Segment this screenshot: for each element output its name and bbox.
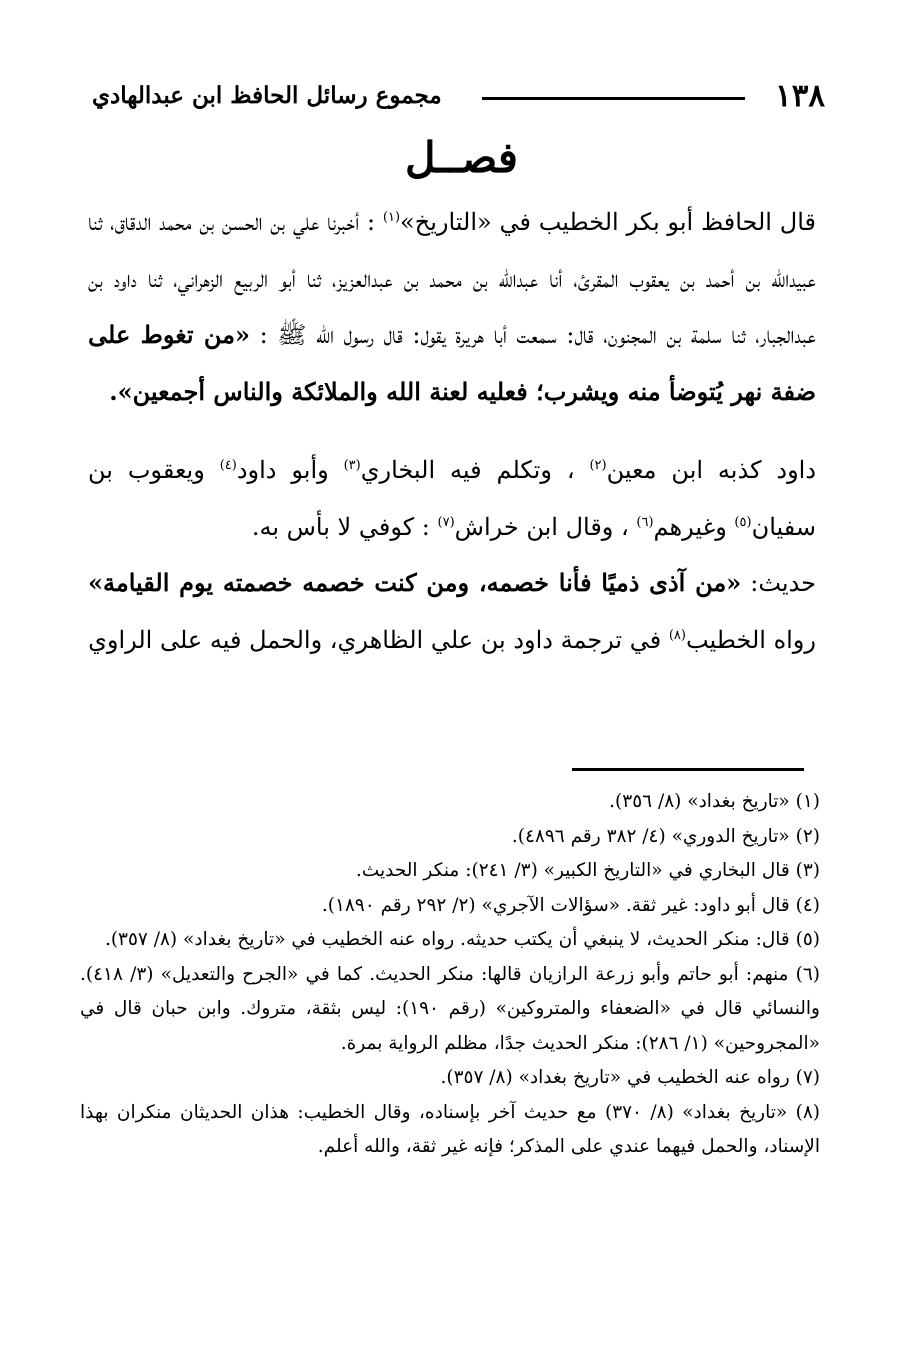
footnote-ref-6[interactable]: (٦) (636, 514, 654, 530)
page-number: ١٣٨ (775, 78, 825, 114)
footnote-ref-3[interactable]: (٣) (343, 458, 361, 473)
text-span: وأبو داود (236, 456, 344, 484)
footnote-ref-5[interactable]: (٥) (734, 514, 752, 530)
footnote-divider (572, 768, 804, 771)
text-span: وغيرهم (653, 512, 735, 541)
footnote-7: (٧) رواه عنه الخطيب في «تاريخ بغداد» (٨/ ٣٥٧). (440, 1067, 820, 1088)
paragraph-3 (88, 555, 816, 668)
text-span: : كوفي لا بأس به. (251, 512, 438, 541)
footnote-8: (٨) «تاريخ بغداد» (٨/ ٣٧٠) مع حديث آخر بإسناده، وقال الخطيب: هذان الحديثان منكران بهذا الإسناد، والحمل فيهما عندي على المذكر؛ فإنه غير ثقة، والله أعلم. (80, 1101, 820, 1157)
text-span: داود كذبه ابن معين (606, 456, 817, 484)
footnote-ref-1[interactable]: (١) (382, 210, 401, 225)
footnote-6: (٦) منهم: أبو حاتم وأبو زرعة الرازيان قالها: منكر الحديث. كما في «الجرح والتعديل» (٣/ ٤١٨). والنسائي قال في «الضعفاء والمتروكين» (رقم ١٩٠): ليس بثقة، متروك. وابن حبان قال في «المجروحين» (١/ ٢٨٦): منكر الحديث جدًا، مظلم الرواية بمرة. (80, 963, 820, 1054)
text-span: قال الحافظ أبو بكر الخطيب في «التاريخ» (400, 208, 816, 236)
text-span: حديث: (741, 569, 817, 597)
text-span: : أخبرنا علي بن الحسن بن محمد الدقاق، ثنا عبيدالله بن أحمد بن يعقوب المقرئ، أنا عبدالله بن محمد بن عبدالعزيز، ثنا أبو الربيع الزهراني، ثنا داود بن عبدالجبار، ثنا سلمة بن المجنون، قال: سمعت أبا هريرة يقول: قال رسول الله ﷺ : (88, 208, 816, 349)
footnote-3: (٣) قال البخاري في «التاريخ الكبير» (٣/ ٢٤١): منكر الحديث. (355, 860, 820, 881)
footnote-2: (٢) «تاريخ الدوري» (٤/ ٣٨٢ رقم ٤٨٩٦). (511, 825, 820, 847)
paragraph-2 (88, 442, 816, 555)
text-span: في ترجمة داود بن علي الظاهري، والحمل فيه على الراوي (88, 625, 669, 654)
footnotes (80, 785, 820, 1165)
text-span: ، وقال ابن خراش (454, 512, 637, 541)
main-text (88, 194, 816, 668)
footnote-4: (٤) قال أبو داود: غير ثقة. «سؤالات الآجري» (٢/ ٢٩٢ رقم ١٨٩٠). (321, 894, 820, 916)
text-span: رواه الخطيب (685, 625, 816, 654)
footnote-ref-7[interactable]: (٧) (437, 514, 455, 530)
hadith-text: «من تغوط على ضفة نهر يُتوضأ منه ويشرب؛ فعليه لعنة الله والملائكة والناس أجمعين». (88, 320, 816, 406)
header-rule (482, 97, 745, 100)
footnote-ref-8[interactable]: (٨) (668, 627, 686, 643)
footnote-1: (١) «تاريخ بغداد» (٨/ ٣٥٦). (609, 791, 820, 812)
running-title: مجموع رسائل الحافظ ابن عبدالهادي (92, 82, 442, 109)
section-title: فصــل (405, 133, 518, 182)
footnote-5: (٥) قال: منكر الحديث، لا ينبغي أن يكتب حديثه. رواه عنه الخطيب في «تاريخ بغداد» (٨/ ٣٥٧). (104, 929, 820, 950)
text-span: ، وتكلم فيه البخاري (360, 456, 590, 484)
text-span: ويعقوب بن سفيان (88, 456, 816, 541)
paragraph-1 (88, 194, 816, 420)
footnote-ref-2[interactable]: (٢) (589, 458, 607, 473)
hadith-text: «من آذى ذميًا فأنا خصمه، ومن كنت خصمه خصمته يوم القيامة» (88, 568, 742, 597)
page-header (92, 78, 825, 118)
footnote-ref-4[interactable]: (٤) (219, 458, 237, 473)
